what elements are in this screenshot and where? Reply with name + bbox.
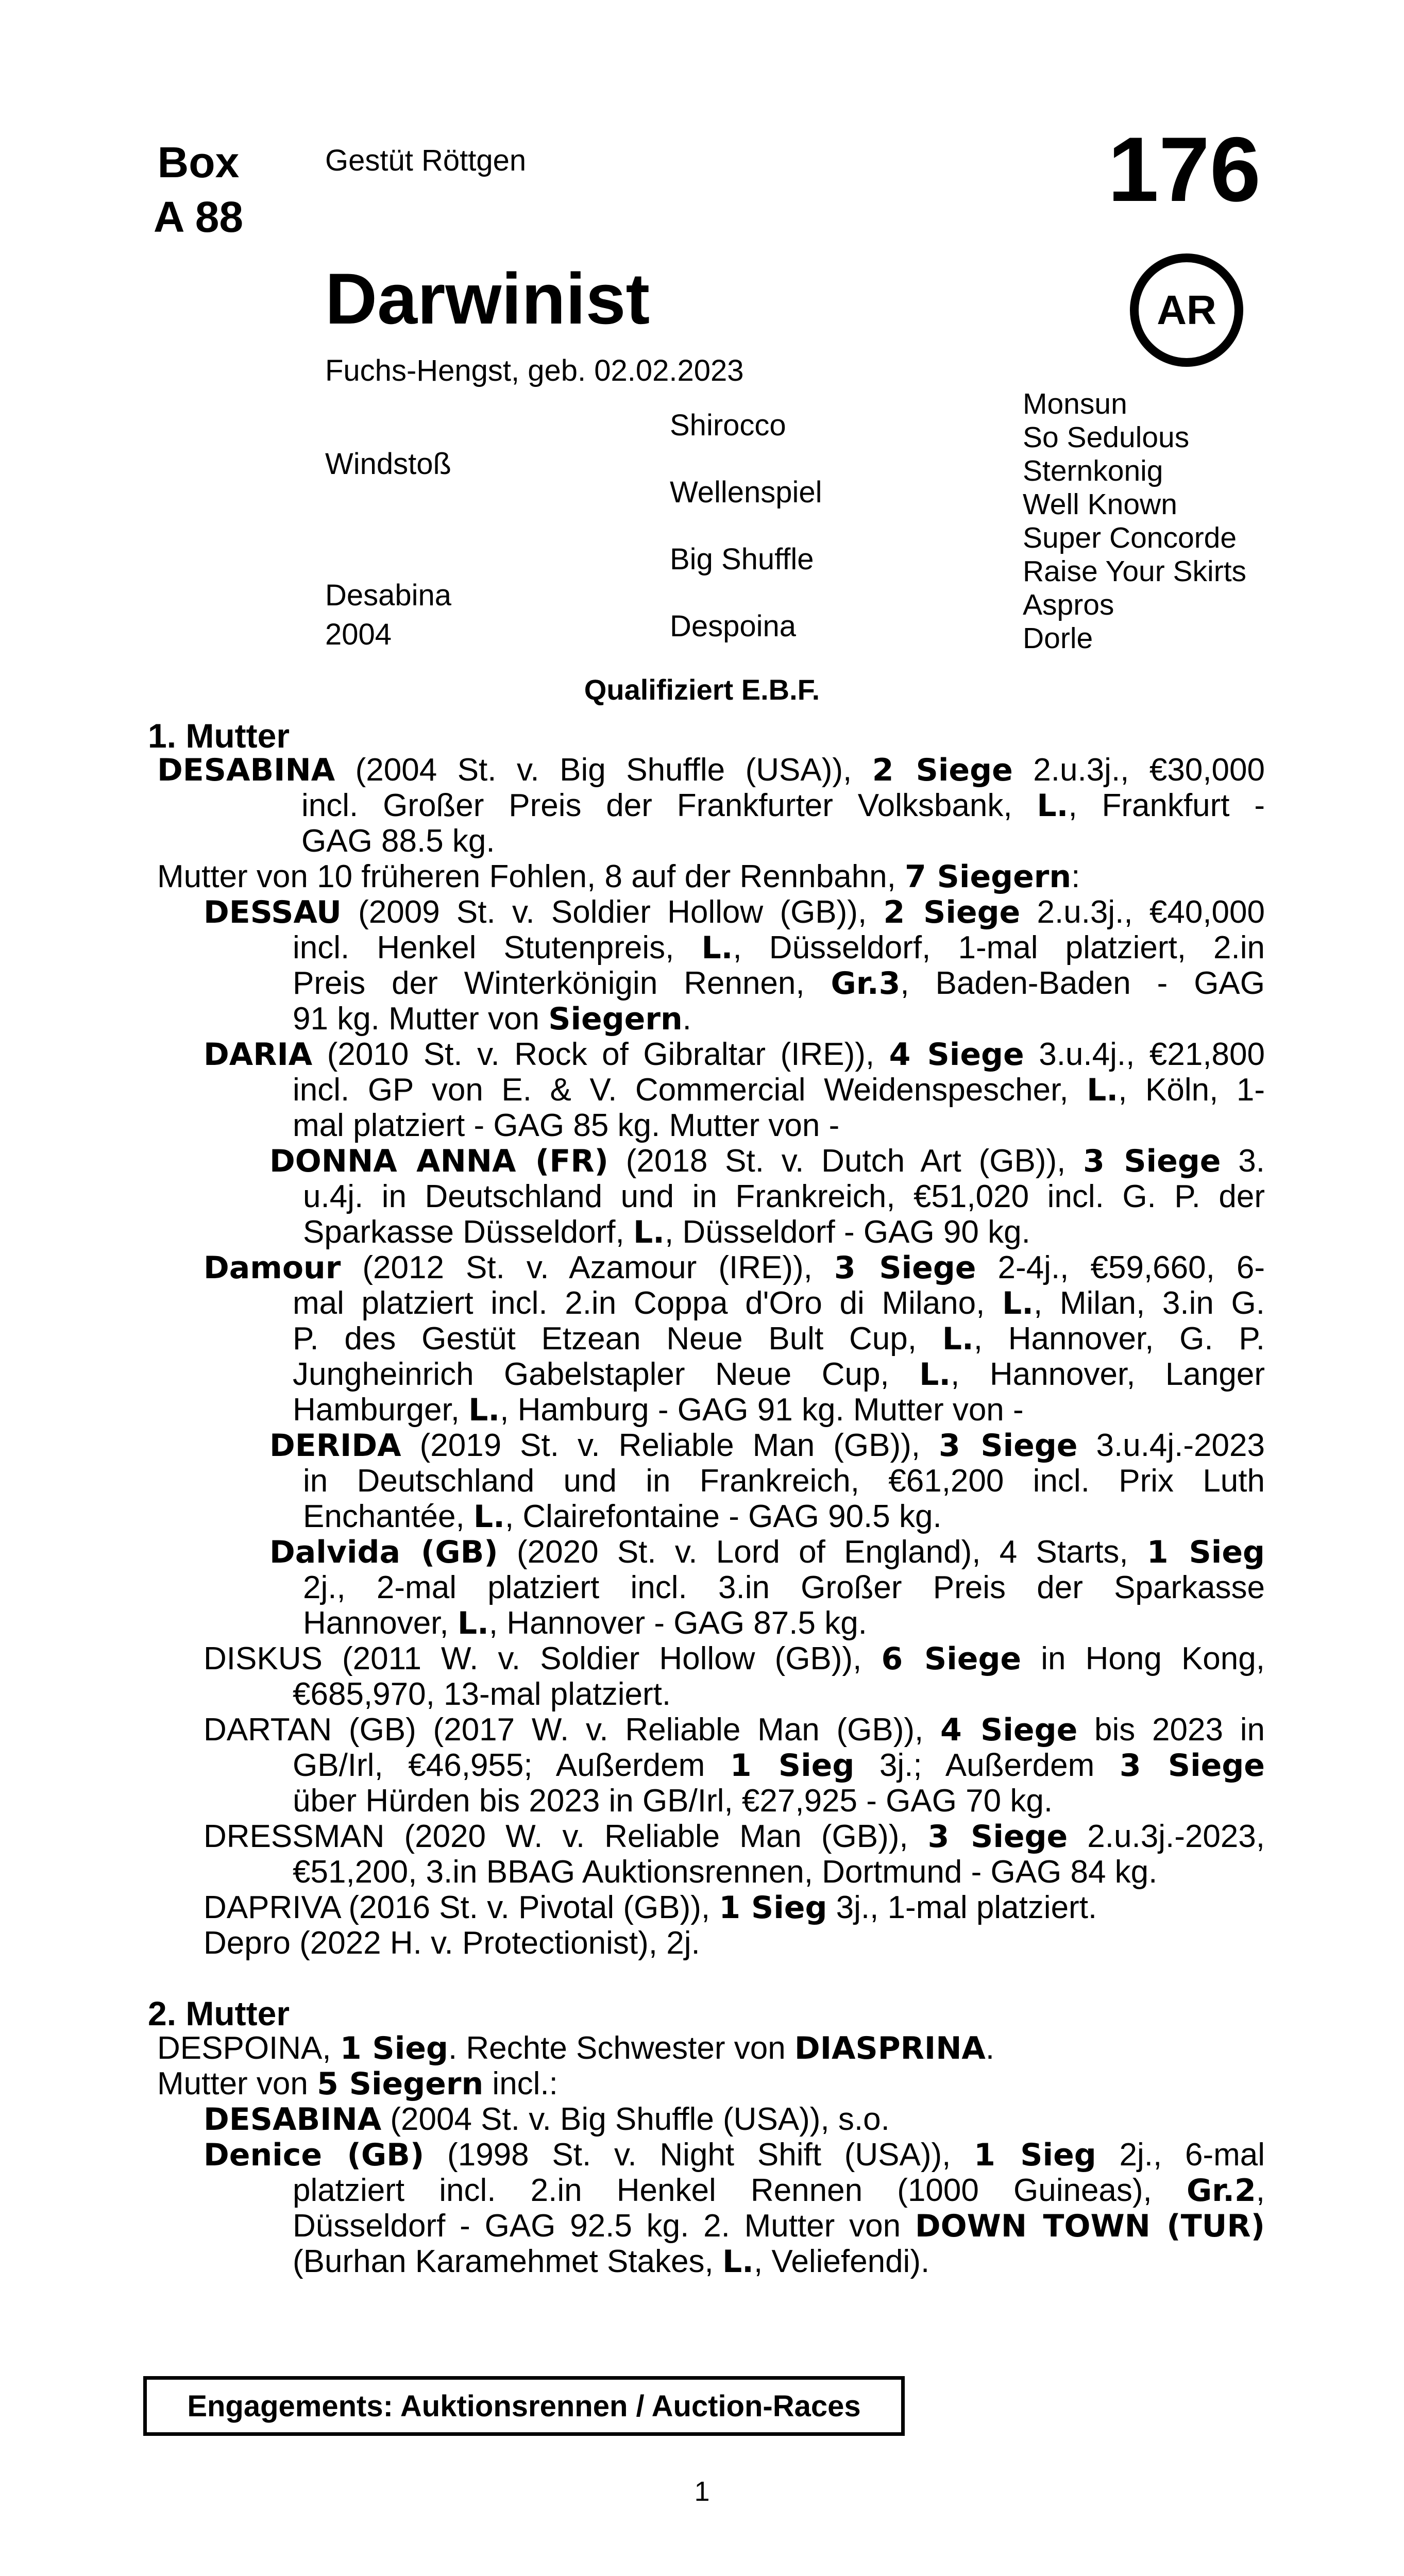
despoina-entry: DESPOINA, 1 Sieg. Rechte Schwester von DIASPRINA. Mutter von 5 Siegern incl.: bbox=[157, 2030, 1265, 2102]
grandparent: Sternkonig bbox=[1023, 454, 1163, 487]
engagements-box bbox=[143, 2376, 905, 2436]
derida-entry: DERIDA (2019 St. v. Reliable Man (GB)), 3 Siege 3.u.4j.-2023 in Deutschland und in Frankreich, €61,200 incl. Prix Luth Enchantée, L., Clairefontaine - GAG 90.5 kg. bbox=[269, 1428, 1265, 1534]
pedigree-dam-dam: Despoina bbox=[670, 609, 797, 643]
page-number: 1 bbox=[694, 2476, 710, 2507]
diskus-entry: DISKUS (2011 W. v. Soldier Hollow (GB)), 6 Siege in Hong Kong, €685,970, 13-mal platziert. bbox=[204, 1641, 1265, 1712]
dressman-entry: DRESSMAN (2020 W. v. Reliable Man (GB)), 3 Siege 2.u.3j.-2023, €51,200, 3.in BBAG Auktionsrennen, Dortmund - GAG 84 kg. bbox=[204, 1819, 1265, 1890]
grandparent: Monsun bbox=[1023, 387, 1127, 420]
engagements-label: Engagements: Auktionsrennen / Auction-Races bbox=[187, 2389, 861, 2423]
grandparent: Aspros bbox=[1023, 588, 1114, 621]
qualification: Qualifiziert E.B.F. bbox=[584, 673, 820, 706]
grandparent: Well Known bbox=[1023, 488, 1177, 521]
breeder-name: Gestüt Röttgen bbox=[325, 144, 527, 177]
denice-entry: Denice (GB) (1998 St. v. Night Shift (USA)), 1 Sieg 2j., 6-mal platziert incl. 2.in Henkel Rennen (1000 Guineas), Gr.2, Düsseldorf - GAG 92.5 kg. 2. Mutter von DOWN TOWN (TUR) (Burhan Karamehmet Stakes, L., Veliefendi). bbox=[204, 2137, 1265, 2279]
first-dam-title: 1. Mutter bbox=[148, 717, 290, 755]
grandparent: Super Concorde bbox=[1023, 521, 1237, 554]
horse-name: Darwinist bbox=[325, 258, 650, 339]
pedigree-sire: Windstoß bbox=[325, 447, 451, 481]
box-number: A 88 bbox=[153, 193, 244, 241]
horse-description: Fuchs-Hengst, geb. 02.02.2023 bbox=[325, 354, 744, 387]
second-dam-title: 2. Mutter bbox=[148, 1994, 290, 2032]
dapriva-entry: DAPRIVA (2016 St. v. Pivotal (GB)), 1 Sieg 3j., 1-mal platziert. Depro (2022 H. v. Protectionist), 2j. bbox=[204, 1890, 1265, 1961]
lot-number: 176 bbox=[1108, 118, 1261, 221]
depro-entry: Depro (2022 H. v. Protectionist), 2j. bbox=[204, 1925, 700, 1961]
ar-badge-label: AR bbox=[1157, 287, 1216, 333]
first-dam-summary: Mutter von 10 früheren Fohlen, 8 auf der Rennbahn, 7 Siegern: bbox=[157, 859, 1080, 894]
donna-anna-entry: DONNA ANNA (FR) (2018 St. v. Dutch Art (GB)), 3 Siege 3. u.4j. in Deutschland und in Frankreich, €51,020 incl. G. P. der Sparkasse Düsseldorf, L., Düsseldorf - GAG 90 kg. bbox=[269, 1143, 1265, 1250]
desabina-entry: DESABINA (2004 St. v. Big Shuffle (USA)), 2 Siege 2.u.3j., €30,000 incl. Großer Preis der Frankfurter Volksbank, L., Frankfurt - GAG 88.5 kg. bbox=[157, 752, 1265, 859]
pedigree-grandparents bbox=[1023, 387, 1246, 655]
dartan-entry: DARTAN (GB) (2017 W. v. Reliable Man (GB)), 4 Siege bis 2023 in GB/Irl, €46,955; Außerdem 1 Sieg 3j.; Außerdem 3 Siege über Hürden bis 2023 in GB/Irl, €27,925 - GAG 70 kg. bbox=[204, 1712, 1265, 1819]
second-dam-summary: Mutter von 5 Siegern incl.: bbox=[157, 2066, 558, 2102]
pedigree-dam: Desabina bbox=[325, 579, 452, 612]
pedigree-dam-year: 2004 bbox=[325, 618, 392, 651]
dalvida-entry: Dalvida (GB) (2020 St. v. Lord of England), 4 Starts, 1 Sieg 2j., 2-mal platziert incl. 3.in Großer Preis der Sparkasse Hannover, L., Hannover - GAG 87.5 kg. bbox=[269, 1534, 1265, 1641]
grandparent: So Sedulous bbox=[1023, 421, 1190, 454]
grandparent: Raise Your Skirts bbox=[1023, 555, 1247, 588]
daria-entry: DARIA (2010 St. v. Rock of Gibraltar (IRE)), 4 Siege 3.u.4j., €21,800 incl. GP von E. & V. Commercial Weidenspescher, L., Köln, 1- mal platziert - GAG 85 kg. Mutter von - bbox=[204, 1037, 1265, 1143]
damour-entry: Damour (2012 St. v. Azamour (IRE)), 3 Siege 2-4j., €59,660, 6- mal platziert incl. 2.in Coppa d'Oro di Milano, L., Milan, 3.in G. P. des Gestüt Etzean Neue Bult Cup, L., Hannover, G. P. Jungheinrich Gabelstapler Neue Cup, L., Hannover, Langer Hamburger, L., Hamburg - GAG 91 kg. Mutter von - bbox=[204, 1250, 1265, 1428]
pedigree-dam-sire: Big Shuffle bbox=[670, 543, 814, 576]
box-label bbox=[139, 135, 258, 244]
pedigree-sire-dam: Wellenspiel bbox=[670, 476, 822, 509]
dessau-entry: DESSAU (2009 St. v. Soldier Hollow (GB)), 2 Siege 2.u.3j., €40,000 incl. Henkel Stutenpreis, L., Düsseldorf, 1-mal platziert, 2.in Preis der Winterkönigin Rennen, Gr.3, Baden-Baden - GAG 91 kg. Mutter von Siegern. bbox=[204, 894, 1265, 1037]
second-dam-desabina-entry: DESABINA (2004 St. v. Big Shuffle (USA)), s.o. bbox=[204, 2102, 890, 2137]
box-label-text: Box bbox=[157, 138, 240, 187]
grandparent: Dorle bbox=[1023, 622, 1093, 655]
ar-badge-icon bbox=[1130, 253, 1243, 367]
pedigree-sire-sire: Shirocco bbox=[670, 409, 786, 442]
